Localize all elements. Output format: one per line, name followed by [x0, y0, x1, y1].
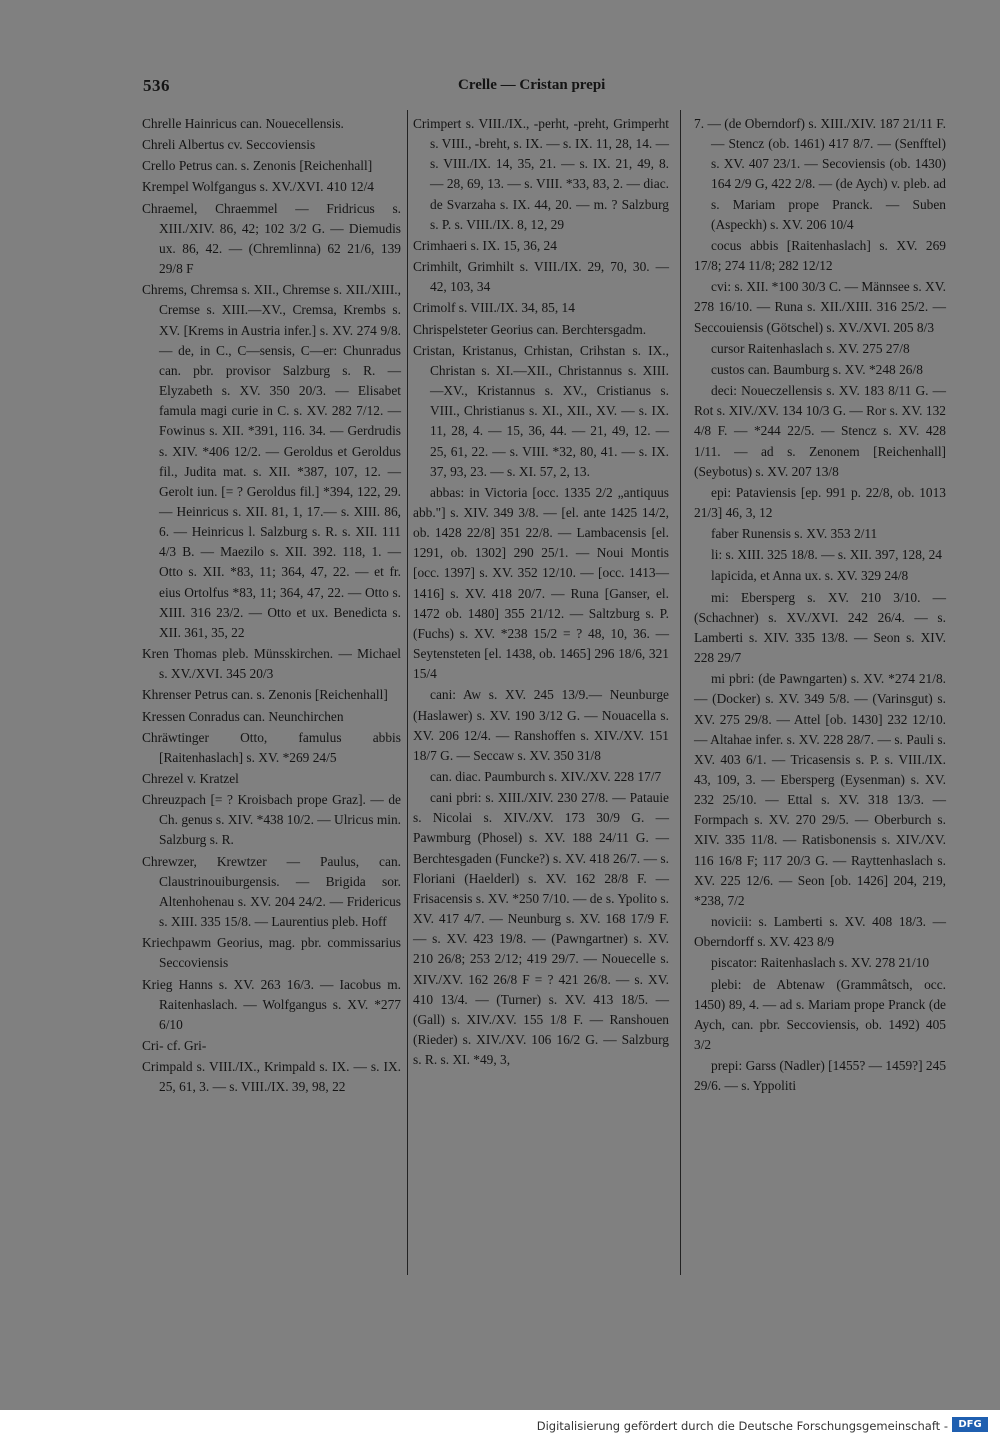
- index-entry: Crimhaeri s. IX. 15, 36, 24: [413, 237, 557, 253]
- index-entry: Krempel Wolfgangus s. XV./XVI. 410 12/4: [142, 179, 374, 195]
- index-entry: Crimhilt, Grimhilt s. VIII./IX. 29, 70, 30. — 42, 103, 34: [413, 259, 669, 295]
- index-subentry: cvi: s. XII. *100 30/3 C. — Männsee s. XV. 278 16/10. — Runa s. XII./XIII. 316 25/2. — Seccouiensis (Götschel) s. XV./XVI. 205 8/3: [694, 279, 946, 335]
- index-entry: Kriechpawm Georius, mag. pbr. commissarius Seccoviensis: [142, 935, 401, 971]
- index-entry: Crello Petrus can. s. Zenonis [Reichenhall]: [142, 158, 373, 174]
- index-subentry: faber Runensis s. XV. 353 2/11: [711, 526, 878, 542]
- funding-notice: Digitalisierung gefördert durch die Deutsche Forschungsgemeinschaft -: [536, 1419, 948, 1433]
- index-entry: Chrezel v. Kratzel: [142, 771, 239, 786]
- running-head: Crelle — Cristan prepi: [458, 77, 606, 93]
- index-subentry: novicii: s. Lamberti s. XV. 408 18/3. — Oberndorff s. XV. 423 8/9: [694, 914, 946, 950]
- index-subentry: abbas: in Victoria [occ. 1335 2/2 „antiquus abb."] s. XIV. 349 3/8. — [el. ante 1425 14/2, ob. 1428 22/8] 351 22/8. — Lambacensis [el. 1291, ob. 1302] 290 25/1. — Noui Montis [occ. 1397] s. XV. 352 12/10. — [occ. 1413—1416] s. XV. 418 20/7. — Runa [Ganser, el. 1472 ob. 1480] 355 21/12. — Saltzburg s. P. (Fuchs) s. XV. *238 15/2 = ? 48, 10, 36. — Seytensteten [el. 1438, ob. 1465] 296 18/6, 321 15/4: [413, 484, 669, 682]
- index-entry: Kressen Conradus can. Neunchirchen: [142, 708, 344, 724]
- index-entry: Crimpert s. VIII./IX., -perht, -preht, Grimperht s. VIII., -breht, s. IX. — s. IX. 11, 28, 14. — s. VIII./IX. 14, 35, 21. — s. IX. 21, 49, 8. — 28, 69, 13. — s. VIII. *33, 83, 2. — diac. de Svarzaha s. IX. 44, 20. — m. ? Salzburg s. P. s. VIII./IX. 8, 12, 29: [413, 116, 669, 232]
- column-divider: [407, 110, 408, 1275]
- index-entry: 7. — (de Oberndorf) s. XIII./XIV. 187 21/11 F. — Stencz (ob. 1461) 417 8/7. — (Senfftel) s. XV. 407 23/1. — Secoviensis (ob. 1430) 164 2/9 G, 422 2/8. — (de Aych) v. pleb. ad s. Mariam prope Pranck. — Suben (Aspeckh) s. XV. 206 10/4: [694, 116, 946, 232]
- index-subentry: mi pbri: (de Pawngarten) s. XV. *274 21/8. — (Docker) s. XV. 349 5/8. — (Varinsgut) s. XV. 275 29/8. — Attel [ob. 1430] 232 12/10. — Altahae infer. s. XV. 228 28/7. — s. Pauli s. XV. 403 6/1. — Tricasensis s. P. s. VIII./IX. 43, 109, 3. — Ebersperg (Eysenman) s. XV. 232 25/10. — Ettal s. XV. 318 13/3. — Formpach s. XV. 270 29/5. — Oberburch s. XIV. 335 11/8. — Ratisbonensis s. XIV./XV. 116 16/8 F; 117 20/3 G. — Rayttenhaslach s. XV. 225 12/6. — Seon [ob. 1426] 204, 219, *238, 7/2: [694, 671, 946, 908]
- index-entry: Crimpald s. VIII./IX., Krimpald s. IX. — s. IX. 25, 61, 3. — s. VIII./IX. 39, 98, 22: [142, 1059, 401, 1095]
- index-entry: Chrelle Hainricus can. Nouecellensis.: [142, 116, 344, 131]
- column-right: [694, 114, 946, 1098]
- dfg-logo[interactable]: DFG: [952, 1417, 988, 1432]
- page-number: 536: [143, 76, 170, 95]
- index-subentry: custos can. Baumburg s. XV. *248 26/8: [711, 361, 923, 377]
- column-divider: [680, 110, 681, 1275]
- index-entry: Chrewzer, Krewtzer — Paulus, can. Claustrinouiburgensis. — Brigida sor. Altenhohenau s. XV. 204 24/2. — Fridericus s. XIII. 335 15/8. — Laurentius pleb. Hoff: [142, 853, 401, 930]
- index-entry: Chrispelsteter Georius can. Berchtersgadm.: [413, 321, 647, 337]
- index-subentry: prepi: Garss (Nadler) [1455? — 1459?] 245 29/6. — s. Yppoliti: [694, 1058, 947, 1094]
- index-subentry: epi: Pataviensis [ep. 991 p. 22/8, ob. 1013 21/3] 46, 3, 12: [694, 484, 946, 520]
- index-subentry: cani pbri: s. XIII./XIV. 230 27/8. — Patauie s. Nicolai s. XIV./XV. 173 30/9 G. — Pawmburg (Phosel) s. XV. 188 24/11 G. — Berchtesgaden (Funcke?) s. XV. 418 26/7. — s. Floriani (Haelderl) s. XV. 162 28/8 F. — Frisacensis s. XV. *250 7/10. — de s. Ypolito s. XV. 417 4/7. — Neunburg s. XV. 168 17/9 F. — s. XV. 423 19/8. — (Pawngartner) s. XV. 210 26/8; 253 2/12; 419 29/7. — Nouecelle s. XIV./XV. 162 26/8 F = ? 421 26/8. — s. XV. 410 13/4. — (Turner) s. XV. 413 18/5. — (Gall) s. XIV./XV. 155 1/8 F. — Ranshouen (Rieder) s. XIV./XV. 106 16/2 G. — Salzburg s. R. s. XI. *49, 3,: [413, 790, 669, 1068]
- index-subentry: li: s. XIII. 325 18/8. — s. XII. 397, 128, 24: [711, 547, 942, 563]
- index-subentry: mi: Ebersperg s. XV. 210 3/10. — (Schachner) s. XV./XVI. 242 26/4. — s. Lamberti s. XIV. 335 13/8. — Seon s. XIV. 228 29/7: [694, 589, 946, 666]
- index-subentry: cani: Aw s. XV. 245 13/9.— Neunburge (Haslawer) s. XV. 190 3/12 G. — Nouacella s. XV. 206 12/4. — Ranshoffen s. XIV./XV. 151 18/7 G. — Seccaw s. XV. 350 31/8: [413, 687, 669, 763]
- index-entry: Chreuzpach [= ? Kroisbach prope Graz]. — de Ch. genus s. XIV. *438 10/2. — Ulricus min. Salzburg s. R.: [142, 792, 401, 848]
- index-subentry: can. diac. Paumburch s. XIV./XV. 228 17/7: [430, 769, 662, 784]
- index-entry: Crimolf s. VIII./IX. 34, 85, 14: [413, 300, 575, 316]
- index-entry: Cristan, Kristanus, Crhistan, Crihstan s. IX., Christan s. XI.—XII., Christannus s. XIII.—XV., Kristannus s. XV., Cristianus s. VIII., Christianus s. XI., XII., XV. — s. IX. 11, 28, 4. — 15, 36, 44. — 21, 49, 12. — 25, 61, 22. — s. VIII. *32, 80, 41. — s. IX. 37, 93, 23. — s. XI. 57, 2, 13.: [413, 342, 669, 479]
- index-subentry: plebi: de Abtenaw (Grammâtsch, occ. 1450) 89, 4. — ad s. Mariam prope Pranck (de Aych, can. pbr. Seccoviensis, ob. 1492) 405 3/2: [694, 976, 946, 1053]
- index-entry: Chrems, Chremsa s. XII., Chremse s. XII./XIII., Cremse s. XIII.—XV., Cremsa, Krembs s. XV. [Krems in Austria infer.] s. XV. 274 9/8. — de, in C., C—sensis, C—er: Chunradus can. pbr. provisor Salzburg s. R. — Elyzabeth s. XV. 350 20/3. — Elisabet famula magi curie in C. s. XV. 282 7/12. — Fowinus s. XII. *391, 116. 34. — Gerdrudis s. XIV. *406 12/2. — Geroldus et Geroldus fil., Judita mat. s. XII. *387, 107, 12. — Gerolt iun. [= ? Geroldus fil.] *394, 122, 29. — Heinricus s. XII. 81, 1, 17.— s. XIII. 86, 6. — Heinricus l. Salzburg s. R. s. XII. 111 4/3 B. — Maezilo s. XII. 392. 118, 1. — Otto s. XII. *83, 11; 364, 47, 22. — et fr. eius Ortolfus *83, 11; 364, 47, 22. — Otto s. XIII. 316 23/2. — Otto et ux. Benedicta s. XII. 361, 35, 22: [142, 282, 401, 640]
- index-entry: Cri- cf. Gri-: [142, 1038, 207, 1054]
- index-entry: Chräwtinger Otto, famulus abbis [Raitenhaslach] s. XV. *269 24/5: [142, 729, 401, 765]
- column-middle: [413, 114, 669, 1071]
- index-subentry: lapicida, et Anna ux. s. XV. 329 24/8: [711, 568, 909, 584]
- index-entry: Chreli Albertus cv. Seccoviensis: [142, 137, 316, 153]
- index-entry: Kren Thomas pleb. Münsskirchen. — Michael s. XV./XVI. 345 20/3: [142, 646, 401, 682]
- index-subentry: cursor Raitenhaslach s. XV. 275 27/8: [711, 340, 910, 356]
- index-subentry: piscator: Raitenhaslach s. XV. 278 21/10: [711, 955, 930, 971]
- index-subentry: cocus abbis [Raitenhaslach] s. XV. 269 17/8; 274 11/8; 282 12/12: [694, 237, 946, 274]
- index-entry: Chraemel, Chraemmel — Fridricus s. XIII./XIV. 86, 42; 102 3/2 G. — Diemudis ux. 86, 42. — (Chremlinna) 62 21/6, 139 29/8 F: [142, 200, 401, 277]
- index-entry: Khrenser Petrus can. s. Zenonis [Reichenhall]: [142, 687, 388, 703]
- index-subentry: deci: Noueczellensis s. XV. 183 8/11 G. — Rot s. XIV./XV. 134 10/3 G. — Ror s. XV. 132 4/8 F. — *244 22/5. — Stencz s. XV. 428 1/11. — ad s. Zenonem [Reichenhall] (Seybotus) s. XV. 207 13/8: [694, 383, 946, 479]
- index-entry: Krieg Hanns s. XV. 263 16/3. — Iacobus m. Raitenhaslach. — Wolfgangus s. XV. *277 6/10: [142, 976, 401, 1032]
- column-left: [142, 114, 401, 1099]
